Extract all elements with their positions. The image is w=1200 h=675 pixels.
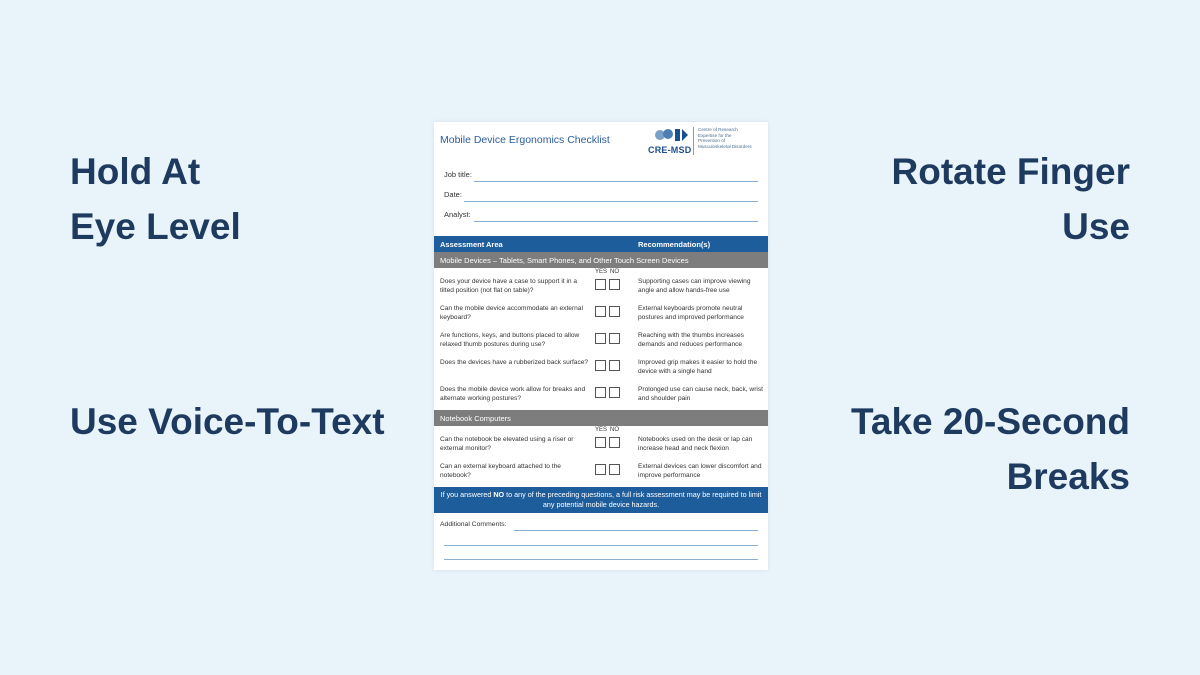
analyst-label: Analyst:	[444, 210, 471, 219]
checklist-sheet	[434, 122, 768, 570]
recommendation-text: Notebooks used on the desk or lap can increase head and neck flexion	[638, 436, 753, 452]
yes-label: YES	[595, 427, 608, 433]
table-row	[434, 331, 768, 357]
no-checkbox[interactable]	[609, 360, 620, 371]
recommendations-header: Recommendation(s)	[638, 240, 711, 249]
job-title-label: Job title:	[444, 170, 472, 179]
comment-line[interactable]	[444, 545, 758, 546]
question-text: Does the mobile device work allow for breaks and alternate working postures?	[440, 386, 586, 402]
no-label: NO	[610, 269, 619, 275]
table-row	[434, 304, 768, 330]
recommendation-text: Supporting cases can improve viewing angle and allow hands-free use	[638, 278, 751, 294]
section-title: Mobile Devices – Tablets, Smart Phones, and Other Touch Screen Devices	[440, 256, 689, 265]
tip-line: Hold At	[70, 151, 201, 192]
tip-hold-at-eye-level	[70, 144, 241, 254]
comment-line[interactable]	[444, 559, 758, 560]
yes-checkbox[interactable]	[595, 333, 606, 344]
question-text: Does your device have a case to support it in a tilted position (not flat on table)?	[440, 278, 578, 294]
logo-description	[698, 127, 752, 149]
risk-assessment-note	[434, 487, 768, 513]
question-text: Can the mobile device accommodate an external keyboard?	[440, 305, 583, 321]
tip-voice-to-text	[70, 394, 385, 449]
yes-checkbox[interactable]	[595, 387, 606, 398]
date-label: Date:	[444, 190, 462, 199]
recommendation-text: Improved grip makes it easier to hold the device with a single hand	[638, 359, 758, 375]
date-field[interactable]	[444, 190, 758, 202]
table-row	[434, 385, 768, 411]
logo-desc-line: Expertise for the	[698, 132, 732, 138]
date-line[interactable]	[464, 201, 758, 202]
no-checkbox[interactable]	[609, 437, 620, 448]
no-checkbox[interactable]	[609, 387, 620, 398]
note-prefix: If you answered	[440, 490, 494, 499]
table-row	[434, 435, 768, 461]
job-title-line[interactable]	[474, 181, 758, 182]
logo-desc-line: Prevention of	[698, 138, 726, 144]
logo-mark-icon	[654, 127, 690, 143]
yes-checkbox[interactable]	[595, 464, 606, 475]
recommendation-text: External keyboards promote neutral postures and improved performance	[638, 305, 744, 321]
yes-label: YES	[595, 269, 608, 275]
tip-rotate-finger-use	[892, 144, 1130, 254]
no-checkbox[interactable]	[609, 306, 620, 317]
tip-line: Use	[1062, 206, 1130, 247]
additional-comments-label: Additional Comments:	[440, 521, 507, 528]
section-title: Notebook Computers	[440, 414, 511, 423]
logo-name: CRE-MSD	[648, 145, 692, 155]
table-row	[434, 358, 768, 384]
logo-desc-line: Musculoskeletal Disorders	[698, 143, 752, 149]
table-row	[434, 462, 768, 488]
checklist-title: Mobile Device Ergonomics Checklist	[440, 134, 610, 146]
section-mobile-devices	[434, 252, 768, 268]
question-text: Can an external keyboard attached to the notebook?	[440, 463, 561, 479]
note-text	[434, 487, 768, 510]
recommendation-text: Prolonged use can cause neck, back, wrist and shoulder pain	[638, 386, 763, 402]
no-label: NO	[610, 427, 619, 433]
yes-checkbox[interactable]	[595, 360, 606, 371]
cre-msd-logo	[648, 125, 764, 157]
tip-line: Breaks	[1006, 456, 1130, 497]
logo-divider	[693, 127, 694, 155]
comment-line[interactable]	[514, 530, 758, 531]
logo-desc-line: Centre of Research	[698, 127, 738, 132]
section-notebook-computers	[434, 410, 768, 426]
tip-line: Use Voice-To-Text	[70, 401, 385, 442]
analyst-line[interactable]	[474, 221, 758, 222]
no-checkbox[interactable]	[609, 464, 620, 475]
tip-take-breaks	[851, 394, 1130, 504]
no-checkbox[interactable]	[609, 333, 620, 344]
tip-line: Rotate Finger	[891, 151, 1130, 192]
note-suffix: to any of the preceding questions, a full risk assessment may be required to limit any potential mobile device hazards.	[504, 490, 762, 509]
question-text: Can the notebook be elevated using a riser or external monitor?	[440, 436, 574, 452]
assessment-area-header: Assessment Area	[440, 240, 503, 249]
note-emphasis: NO	[493, 490, 505, 499]
yes-checkbox[interactable]	[595, 279, 606, 290]
table-row	[434, 277, 768, 303]
recommendation-text: External devices can lower discomfort and improve performance	[638, 463, 762, 479]
tip-line: Take 20-Second	[851, 401, 1130, 442]
yes-checkbox[interactable]	[595, 437, 606, 448]
question-text: Does the devices have a rubberized back surface?	[440, 359, 589, 366]
tip-line: Eye Level	[70, 206, 241, 247]
table-header	[434, 236, 768, 252]
question-text: Are functions, keys, and buttons placed to allow relaxed thumb postures during use?	[440, 332, 580, 348]
recommendation-text: Reaching with the thumbs increases demands and reduces performance	[638, 332, 744, 348]
job-title-field[interactable]	[444, 170, 758, 182]
no-checkbox[interactable]	[609, 279, 620, 290]
yes-checkbox[interactable]	[595, 306, 606, 317]
analyst-field[interactable]	[444, 210, 758, 222]
